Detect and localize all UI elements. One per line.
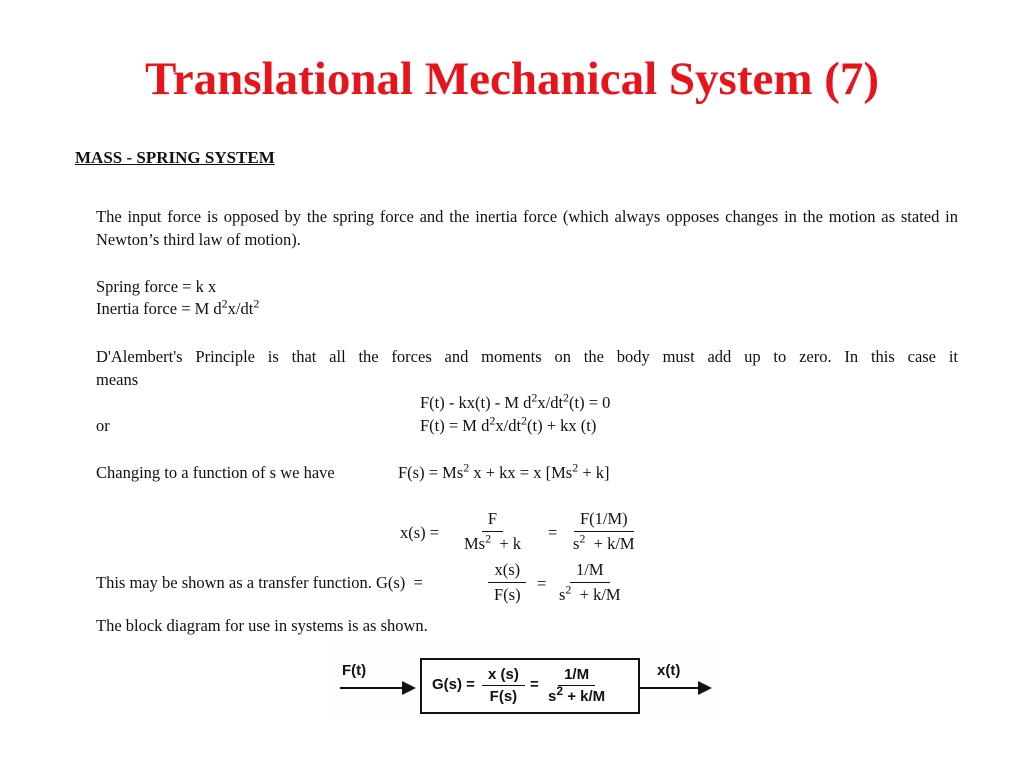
output-arrow [638, 687, 710, 689]
equation-2: F(t) = M $d^2x/dt^2(t)$ + kx (t) [420, 413, 597, 435]
transfer-function-block [420, 658, 640, 714]
xs-equals: = [548, 523, 558, 542]
or-label: or [96, 416, 110, 435]
slide-title: Translational Mechanical System (7) [144, 53, 880, 105]
tf-fraction-1-numerator: x(s) [488, 560, 526, 583]
block-fraction-2-numerator: 1/M [558, 666, 595, 686]
transfer-text: This may be shown as a transfer function. G(s) = [96, 573, 423, 592]
block-diagram [330, 640, 720, 720]
input-arrow [340, 687, 414, 689]
inertia-force-line: Inertia force = M $d^2x/dt^2$ [96, 296, 260, 318]
xs-fraction-1 [458, 509, 527, 554]
xs-lhs: x(s) = [400, 523, 440, 542]
xs-fraction-1-denominator: Ms$^2$ + k [464, 531, 522, 553]
block-fraction-1-numerator: x (s) [482, 666, 525, 686]
block-fraction-1 [482, 666, 525, 705]
block-fraction-2-denominator: $s^2 + k/M$ [548, 684, 606, 705]
changing-text: Changing to a function of s we have [96, 463, 335, 482]
spring-force-line: Spring force = k x [96, 277, 217, 296]
block-g-label: G(s) = [432, 676, 475, 693]
tf-fraction-2 [553, 560, 627, 605]
xs-fraction-2-numerator: F(1/M) [574, 509, 634, 532]
input-label: F(t) [342, 662, 367, 679]
block-diagram-text: The block diagram for use in systems is as shown. [96, 616, 428, 635]
xs-fraction-2-denominator: $s^2 + k/M$ [573, 531, 635, 553]
output-label: x(t) [657, 662, 681, 679]
dalembert-text: D'Alembert's Principle is that all the forces and moments on the body must add up to zero. In this case it [96, 347, 958, 366]
equation-3: $F(s) = Ms^2$ x + kx = x $[Ms^2 + k]$ [398, 460, 610, 482]
tf-equals: = [537, 574, 547, 593]
tf-fraction-1-denominator: F(s) [494, 585, 521, 604]
tf-fraction-1 [488, 560, 527, 605]
xs-fraction-1-numerator: F [482, 509, 503, 532]
section-heading: MASS - SPRING SYSTEM [75, 148, 275, 167]
xs-fraction-2 [567, 509, 641, 554]
means-text: means [96, 370, 139, 389]
intro-paragraph: The input force is opposed by the spring force and the inertia force (which always opposes changes in the motion as stated in Newton’s third law of motion). [96, 207, 958, 249]
tf-fraction-2-numerator: 1/M [570, 560, 610, 583]
block-equals: = [530, 676, 539, 693]
block-fraction-2 [542, 666, 611, 705]
tf-fraction-2-denominator: $s^2 + k/M$ [559, 582, 621, 604]
block-fraction-1-denominator: F(s) [489, 688, 518, 705]
equation-1: F(t) - kx(t) - M $d^2x/dt^2(t) = 0$ [420, 390, 611, 412]
